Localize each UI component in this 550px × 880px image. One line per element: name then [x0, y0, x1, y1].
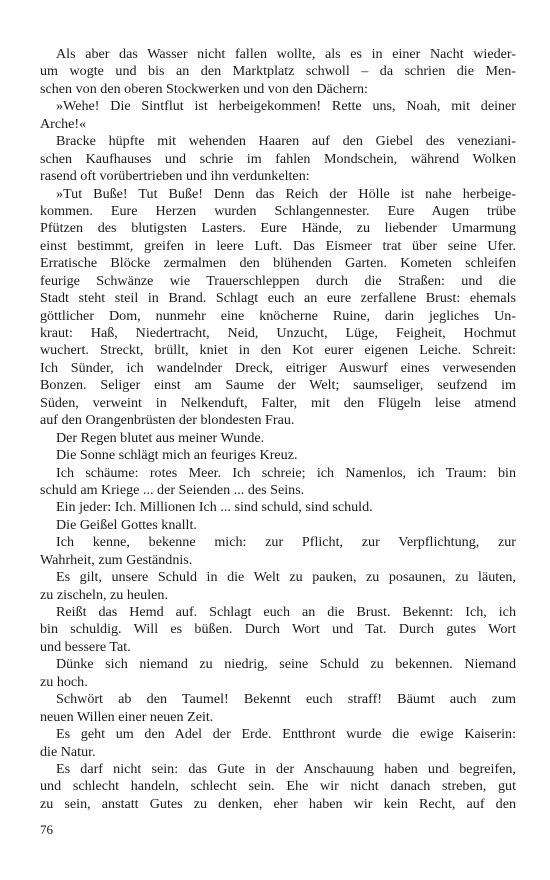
text-line: feurige Schwänze wie Trauerschleppen durch die Straßen: und die [40, 272, 516, 289]
text-line: Reißt das Hemd auf. Schlagt euch an die Brust. Bekennt: Ich, ich [56, 604, 516, 620]
text-line: die Natur. [40, 743, 96, 760]
text-line: Wahrheit, zum Geständnis. [40, 551, 193, 568]
text-line: Die Sonne schlägt mich an feuriges Kreuz. [56, 447, 298, 464]
text-line: Ich Sünder, ich wandelnder Dreck, eitriger Auswurf eines verwesenden [40, 359, 516, 376]
page-number: 76 [40, 822, 53, 837]
text-line: Die Geißel Gottes knallt. [56, 516, 197, 533]
text-line: schen von den oberen Stockwerken und von den Dächern: [40, 80, 368, 97]
text-line: rasend oft vorübertrieben und ihn verdunkelten: [40, 168, 310, 185]
text-line: Bracke hüpfte mit wehenden Haaren auf den Giebel des veneziani- [56, 133, 516, 150]
text-line: kommen. Eure Herzen wurden Schlangennester. Eure Augen trübe [40, 202, 516, 219]
text-line: Erratische Blöcke zermalmen den blühenden Garten. Kometen schleifen [40, 255, 516, 272]
text-line: Ich kenne, bekenne mich: zur Pflicht, zur Verpflichtung, zur [56, 534, 516, 551]
text-line: bin schuldig. Will es büßen. Durch Wort und Tat. Durch gutes Wort [40, 621, 516, 638]
text-line: und bessere Tat. [40, 638, 131, 655]
text-line: neuen Willen einer neuen Zeit. [40, 708, 214, 725]
text-line: schen Kaufhauses und schrie im fahlen Mondschein, während Wolken [40, 150, 516, 167]
text-line: einst bestimmt, greifen in leere Luft. Das Eismeer trat über seine Ufer. [40, 237, 516, 254]
text-line: zu zischeln, zu heulen. [40, 586, 168, 603]
text-line: Stadt steht steil in Brand. Schlagt euch an eure zerfallene Brust: ehemals [40, 290, 516, 307]
text-line: »Tut Buße! Tut Buße! Denn das Reich der Hölle ist nahe herbeige- [56, 185, 516, 202]
text-line: göttlicher Dom, nunmehr eine knöcherne Ruine, darin jegliches Un- [40, 307, 516, 324]
text-line: kraut: Haß, Niedertracht, Neid, Unzucht, Lüge, Feigheit, Hochmut [40, 325, 516, 341]
text-line: Es gilt, unsere Schuld in die Welt zu pauken, zu posaunen, zu läuten, [56, 569, 516, 586]
text-line: »Wehe! Die Sintflut ist herbeigekommen! Rette uns, Noah, mit deiner [56, 98, 516, 115]
text-line: Ein jeder: Ich. Millionen Ich ... sind schuld, sind schuld. [56, 499, 373, 516]
text-line: um wogte und bis an den Marktplatz schwoll – da schrien die Men- [40, 63, 516, 80]
text-line: Arche!« [40, 115, 87, 132]
text-line: Bonzen. Seliger einst am Saume der Welt; saumseliger, seufzend im [40, 377, 516, 394]
page-body [40, 46, 516, 813]
text-line: Schwört ab den Taumel! Bekennt euch straff! Bäumt auch zum [56, 691, 516, 708]
text-line: Dünke sich niemand zu niedrig, seine Schuld zu bekennen. Niemand [56, 656, 516, 673]
text-line: Pfützen des blutigsten Lasters. Eure Hände, zu liebender Umarmung [40, 220, 516, 237]
text-line: Süden, verweint in Nelkenduft, Falter, mit den Flügeln leise atmend [40, 394, 516, 411]
text-line: wuchert. Streckt, brüllt, kniet in den Kot eurer eigenen Leiche. Schreit: [40, 342, 516, 359]
text-line: schuld am Kriege ... der Seienden ... des Seins. [40, 481, 305, 498]
text-line: Der Regen blutet aus meiner Wunde. [56, 429, 265, 446]
text-line: Es darf nicht sein: das Gute in der Anschauung haben und begreifen, [56, 760, 516, 777]
text-line: und schlecht handeln, schlecht sein. Ehe wir nicht danach streben, gut [40, 778, 516, 795]
text-line: auf den Orangenbrüsten der blondesten Frau. [40, 412, 295, 429]
text-line: Es geht um den Adel der Erde. Entthront wurde die ewige Kaiserin: [56, 726, 516, 743]
text-line: zu sein, anstatt Gutes zu denken, eher haben wir kein Recht, auf den [40, 795, 516, 812]
text-line: Ich schäume: rotes Meer. Ich schreie; ich Namenlos, ich Traum: bin [56, 464, 516, 481]
text-line: zu hoch. [40, 673, 88, 690]
text-line: Als aber das Wasser nicht fallen wollte, als es in einer Nacht wieder- [56, 46, 516, 62]
